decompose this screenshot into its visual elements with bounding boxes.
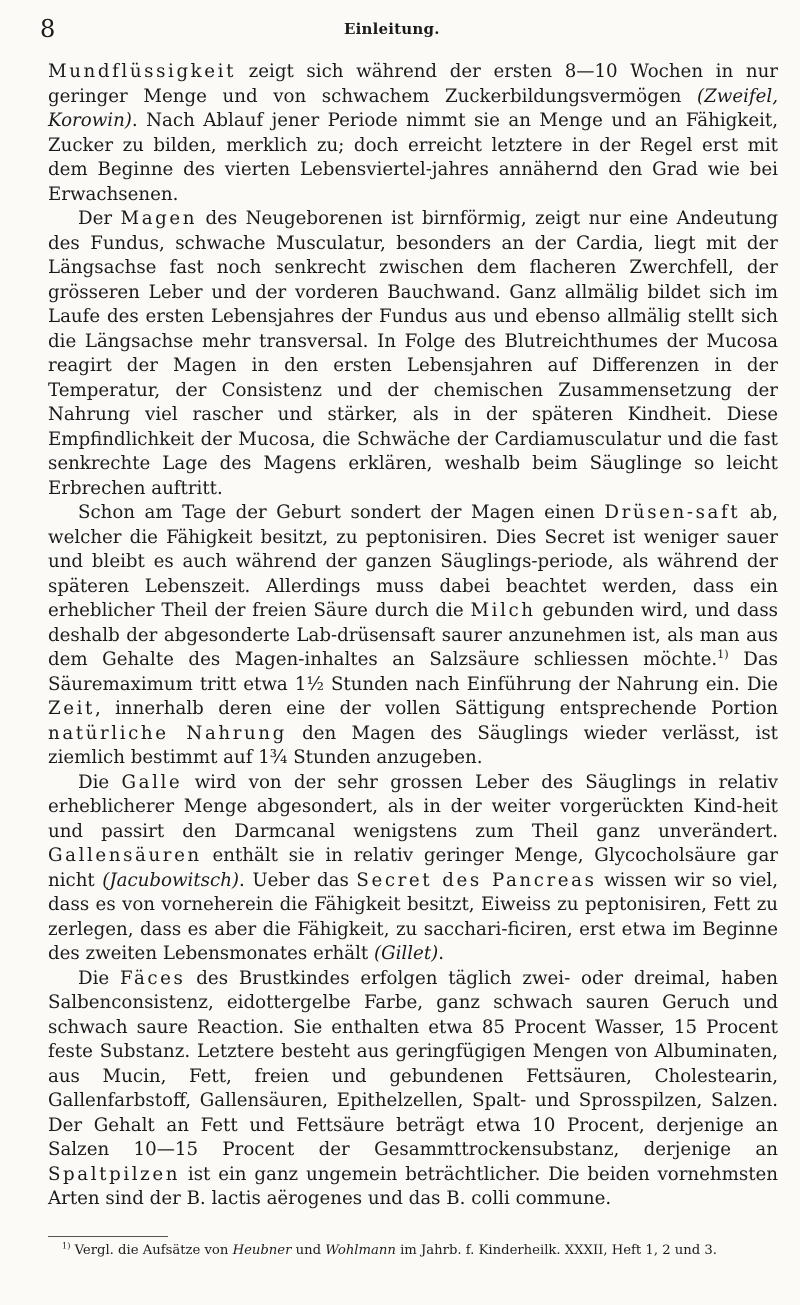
text-run: und [291,1243,326,1258]
text-run: Der [78,208,121,229]
text-run: Schon am Tage der Geburt sondert der Magen einen [78,502,605,523]
keyword-natuerliche-nahrung: natürliche Nahrung [48,722,287,744]
footnote [48,1241,778,1260]
text-run: , innerhalb deren eine der vollen Sättigung entsprechende Portion [94,698,778,719]
keyword-faeces: Fäces [119,967,186,989]
citation: Wohlmann [325,1243,396,1258]
page-number: 8 [40,15,56,43]
text-run: gebunden wird, und dass deshalb der abgesonderte Lab-drüsensaft saurer anzunehmen ist, als man aus dem Gehalte des Magen-inhaltes an Salzsäure schliessen möchte. [48,600,778,670]
keyword-secret-pancreas: Secret des Pancreas [356,869,597,891]
keyword-milch: Milch [470,600,536,621]
citation: Heubner [232,1243,292,1258]
paragraph-druesensaft [48,501,778,771]
citation: (Jacubowitsch) [102,869,240,891]
text-run: . Ueber das [239,869,357,891]
footnote-reference: 1) [717,647,729,661]
paragraph-mundfluessigkeit [48,60,778,207]
keyword-galle: Galle [121,771,183,793]
paragraph-magen [48,207,778,501]
text-run: des Neugeborenen ist birnförmig, zeigt nur eine Andeutung des Fundus, schwache Musculatur, besonders an der Cardia, liegt mit der Längsachse fast noch senkrecht zwischen dem flacheren Zwerchfell, der grösseren Leber und der vorderen Bauchwand. Ganz allmälig bildet sich im Laufe des ersten Lebensjahres der Fundus aus und ebenso allmälig stellt sich die Längsachse mehr transversal. In Folge des Blutreichthumes der Mucosa reagirt der Magen in den ersten Lebensjahren auf Differenzen in der Temperatur, der Consistenz und der chemischen Zusammensetzung der Nahrung viel rascher und stärker, als in der späteren Kindheit. Diese Empfindlichkeit der Mucosa, die Schwäche der Cardiamusculatur und die fast senkrechte Lage des Magens erklären, weshalb beim Säuglinge so leicht Erbrechen auftritt. [48,208,778,499]
text-run: Die [78,967,120,989]
text-run: wird von der sehr grossen Leber des Säuglings in relativ erheblicherer Menge abgesondert, als in der weiter vorgerückten Kind-heit und passirt den Darmcanal wenigstens zum Theil ganz unverändert. [48,771,778,842]
text-run: . Nach Ablauf jener Periode nimmt sie an Menge und an Fähigkeit, Zucker zu bilden, merklich zu; doch erreicht letztere in der Regel erst mit dem Beginne des vierten Lebensviertel-jahres annähernd den Grad wie bei Erwachsenen. [48,110,778,205]
page-header [40,14,760,44]
text-run: ist ein ganz ungemein beträchtlicher. Die beiden vornehmsten Arten sind der B. lactis aërogenes und das B. colli commune. [48,1163,778,1209]
running-title: Einleitung. [344,20,440,38]
citation: (Zweifel, Korowin) [48,85,778,131]
keyword-zeit: Zeit [48,698,95,719]
keyword-mundfluessigkeit: Mundflüssigkeit [48,61,236,82]
body-text [48,60,778,1212]
text-run: Die [78,771,122,793]
paragraph-galle [48,771,778,967]
keyword-magen: Magen [120,208,198,229]
text-run: . [438,943,445,964]
text-run: Vergl. die Aufsätze von [70,1243,233,1258]
paragraph-faeces [48,967,778,1212]
text-run: den Magen des Säuglings wieder verlässt, ist ziemlich bestimmt auf 1¾ Stunden anzugeben. [48,722,778,768]
keyword-gallensaeuren: Gallensäuren [48,845,202,866]
citation: (Gillet) [373,943,439,964]
text-run: enthält sie in relativ geringer Menge, Glycocholsäure gar nicht [48,845,778,891]
text-run: zeigt sich während der ersten 8—10 Wochen in nur geringer Menge und von schwachem Zuckerbildungsvermögen [48,61,778,107]
text-run: des Brustkindes erfolgen täglich zwei- oder dreimal, haben Salbenconsistenz, eidottergelbe Farbe, ganz schwach sauren Geruch und schwach saure Reaction. Sie enthalten etwa 85 Procent Wasser, 15 Procent feste Substanz. Letztere besteht aus geringfügigen Mengen von Albuminaten, aus Mucin, Fett, freien und gebundenen Fettsäuren, Cholestearin, Gallenfarbstoff, Gallensäuren, Epithelzellen, Spalt- und Sprosspilzen, Salzen. Der Gehalt an Fett und Fettsäure beträgt etwa 10 Procent, derjenige an Salzen 10—15 Procent der Gesammttrockensubstanz, derjenige an [48,967,778,1160]
keyword-spaltpilzen: Spaltpilzen [48,1163,181,1185]
footnote-divider [48,1236,168,1237]
footnote-marker: 1) [62,1240,71,1251]
text-run: Das Säuremaximum tritt etwa 1½ Stunden nach Einführung der Nahrung ein. Die [48,649,778,695]
text-run: im Jahrb. f. Kinderheilk. XXXII, Heft 1, 2 und 3. [395,1243,717,1258]
text-run: wissen wir so viel, dass es von vorneherein die Fähigkeit besitzt, Eiweiss zu peptonisiren, Fett zu zerlegen, dass es aber die Fähigkeit, zu sacchari-ficiren, erst etwa im Beginne des zweiten Lebensmonates erhält [48,869,778,964]
text-run: ab, welcher die Fähigkeit besitzt, zu peptonisiren. Dies Secret ist weniger sauer und bleibt es auch während der ganzen Säuglings-periode, als während der späteren Lebenszeit. Allerdings muss dabei beachtet werden, dass ein erheblicher Theil der freien Säure durch die [48,502,778,621]
keyword-druesensaft: Drüsen-saft [604,502,741,523]
